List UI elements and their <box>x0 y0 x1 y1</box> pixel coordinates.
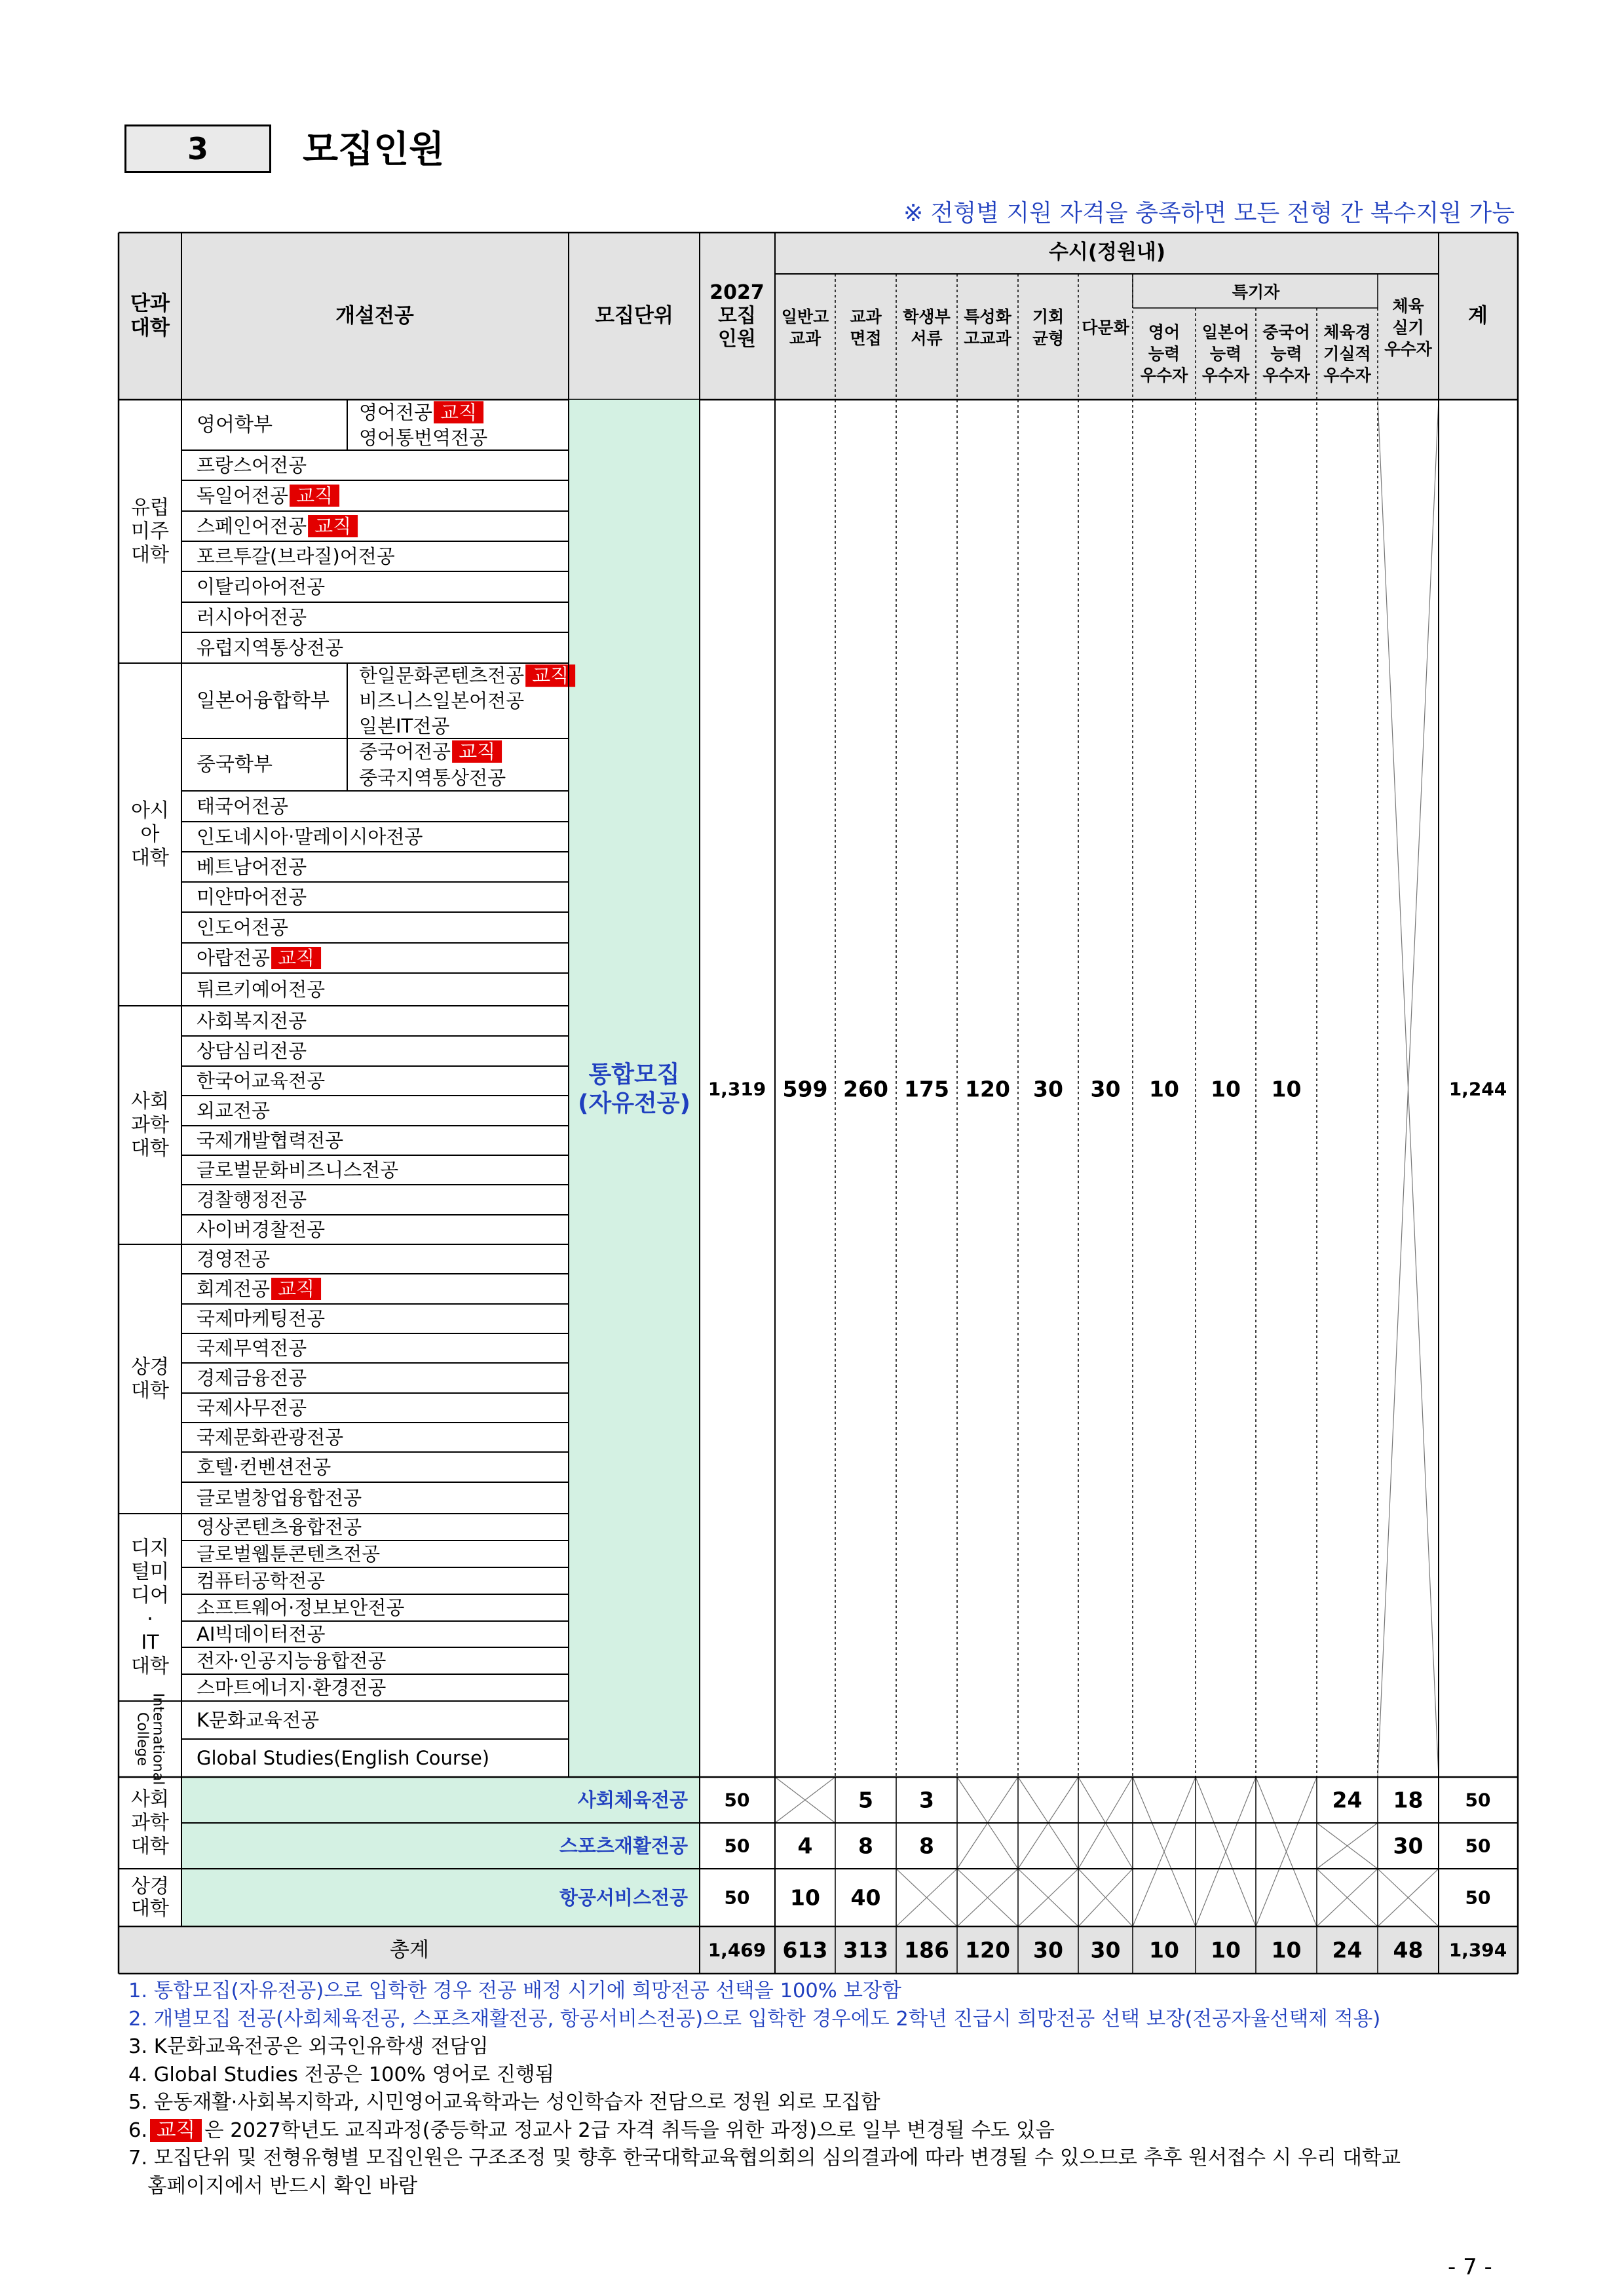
cell-text-line: 학생부 <box>903 307 951 326</box>
cell-text-line: 개설전공 <box>335 304 414 328</box>
college-name-individual <box>131 1875 169 1921</box>
cell-text-line: 인원 <box>718 327 756 351</box>
cell-text-line: 호텔·컨벤션전공 <box>197 1456 331 1478</box>
grand-total-value <box>1393 1938 1424 1963</box>
cell-text-line: 50 <box>1465 1835 1491 1857</box>
cell-text-line: 통합모집 <box>588 1061 680 1088</box>
major-name <box>197 1597 404 1619</box>
footnotes <box>128 1978 1537 2200</box>
major-name <box>197 515 307 537</box>
cell-text-line: 아 <box>140 823 160 846</box>
cell-text-line: 10 <box>1149 1076 1179 1102</box>
cell-text-line: 총계 <box>390 1938 429 1962</box>
cell-text-line: 1,469 <box>708 1939 766 1961</box>
major-name <box>197 1543 380 1565</box>
cell-text-line: 스페인어전공 <box>197 515 307 537</box>
cell-text-line: 포르투갈(브라질)어전공 <box>197 545 395 567</box>
cell-text-line: 면접 <box>850 329 882 348</box>
cell-text-line: 1,394 <box>1448 1939 1507 1961</box>
major-name <box>359 767 506 789</box>
cell-text-line: 우수자 <box>1323 366 1371 385</box>
major-name <box>197 1278 270 1300</box>
cell-text-line: 외교전공 <box>197 1100 271 1122</box>
cell-text-line: 10 <box>790 1885 820 1911</box>
major-name <box>197 1010 307 1032</box>
individual-total <box>1465 1789 1491 1811</box>
cell-text-line: 교직 <box>278 1278 315 1300</box>
cell-text-line: 경찰행정전공 <box>197 1189 307 1211</box>
cell-text-line: 교과 <box>850 307 882 326</box>
major-name <box>197 545 395 567</box>
college-name-individual <box>131 1788 169 1858</box>
footnote: 2. 개별모집 전공(사회체육전공, 스포츠재활전공, 항공서비스전공)으로 입학한 경우에도 2학년 진급시 희망전공 선택 보장(전공자율선택제 적용) <box>128 2007 1381 2031</box>
cell-text-line: 우수자 <box>1201 366 1250 385</box>
individual-unit <box>577 1789 688 1811</box>
cell-text-line: 항공서비스전공 <box>559 1886 688 1909</box>
cell-text-line: 국제개발협력전공 <box>197 1129 344 1152</box>
major-name <box>197 454 307 476</box>
footnote: 5. 운동재활·사회복지학과, 시민영어교육학과는 성인학습자 전담으로 정원 외로 모집함 <box>128 2091 880 2114</box>
integrated-value <box>783 1077 828 1102</box>
cell-text-line: 특성화 <box>964 307 1011 326</box>
cell-text-line: 영어통번역전공 <box>359 426 488 449</box>
integrated-value <box>1272 1077 1302 1102</box>
header-subcol <box>1082 318 1129 337</box>
cell-text-line: 24 <box>1332 1787 1363 1813</box>
major-name <box>197 1709 319 1731</box>
major-name <box>197 1308 325 1330</box>
individual-value <box>790 1885 820 1911</box>
cell-text-line: College <box>134 1712 151 1767</box>
individual-value <box>1393 1788 1424 1813</box>
cell-text-line: 30 <box>1033 1076 1063 1102</box>
major-name <box>197 1623 325 1645</box>
cell-text-line: Global Studies(English Course) <box>197 1747 490 1769</box>
footnote: 7. 모집단위 및 전형유형별 모집인원은 구조조정 및 향후 한국대학교육협의회의 심의결과에 따라 변경될 수 있으므로 추후 원서접수 시 우리 대학교 <box>128 2147 1401 2170</box>
cell-text-line: 260 <box>843 1076 888 1102</box>
college-name <box>131 1537 169 1678</box>
cell-text-line: 사이버경찰전공 <box>197 1218 326 1241</box>
individual-value <box>1332 1788 1363 1813</box>
footnote: 4. Global Studies 전공은 100% 영어로 진행됨 <box>128 2063 555 2086</box>
cell-text-line: 과학 <box>131 1811 169 1835</box>
major-name <box>359 740 451 763</box>
cell-text-line: 10 <box>1211 1937 1241 1963</box>
grand-total-value <box>1211 1938 1241 1963</box>
cell-text-line: 능력 <box>1148 344 1180 364</box>
cell-text-line: 교직 <box>532 664 569 687</box>
teaching-badge-text <box>459 740 495 763</box>
teaching-badge-text <box>296 485 333 507</box>
grand-total-value <box>904 1938 949 1963</box>
cell-text-line: 영어전공 <box>359 401 433 424</box>
individual-total <box>1465 1887 1491 1909</box>
cell-text-line: 체육경 <box>1323 322 1371 342</box>
individual-value <box>858 1788 873 1813</box>
cell-text-line: 대학 <box>131 1897 169 1921</box>
major-name <box>197 1516 362 1539</box>
cell-text-line: 이탈리아어전공 <box>197 575 326 598</box>
cell-text-line: 국제무역전공 <box>197 1337 307 1360</box>
integrated-value <box>965 1077 1010 1102</box>
cell-text-line: K문화교육전공 <box>197 1709 320 1731</box>
teaching-badge-text <box>532 664 569 687</box>
major-name <box>197 947 270 969</box>
cell-text-line: 스포츠재활전공 <box>559 1835 688 1857</box>
college-name <box>131 1090 169 1160</box>
major-name <box>197 1248 270 1271</box>
grand-total-value <box>1033 1938 1063 1963</box>
cell-text-line: 10 <box>1271 1937 1302 1963</box>
cell-text-line: 유럽 <box>131 496 169 520</box>
cell-text-line: 사회 <box>131 1788 169 1811</box>
cell-text-line: 교직 <box>440 401 478 424</box>
major-name <box>197 1397 307 1419</box>
major-name <box>197 1367 307 1389</box>
grand-total-total <box>1449 1940 1507 1961</box>
cell-text-line: 기실적 <box>1323 344 1371 364</box>
cell-text-line: 글로벌문화비즈니스전공 <box>197 1158 399 1181</box>
cell-text-line: 5 <box>858 1787 873 1813</box>
section-title: 모집인원 <box>303 128 445 171</box>
major-name <box>197 1677 386 1699</box>
cell-text-line: 186 <box>904 1937 949 1963</box>
cell-text-line: 50 <box>724 1789 750 1811</box>
college-name-international <box>134 1693 166 1785</box>
cell-text-line: 중국지역통상전공 <box>359 767 506 789</box>
major-name <box>359 664 524 687</box>
integrated-value <box>1211 1077 1241 1102</box>
cell-text-line: (자유전공) <box>577 1090 691 1117</box>
cell-text-line: 613 <box>782 1937 828 1963</box>
cell-text-line: 교직 <box>459 740 496 763</box>
cell-text-line: 디지 <box>131 1537 169 1560</box>
cell-text-line: 4 <box>797 1833 813 1859</box>
cell-text-line: 24 <box>1332 1937 1363 1963</box>
cell-text-line: · <box>147 1607 153 1631</box>
major-name <box>197 606 307 628</box>
integrated-unit-bg <box>569 400 700 1777</box>
major-name <box>197 1570 325 1592</box>
major-name <box>197 1426 343 1449</box>
section-number: 3 <box>187 131 208 166</box>
cell-text-line: 30 <box>1090 1076 1121 1102</box>
cell-text-line: 상경 <box>131 1356 169 1379</box>
cell-text-line: 중국어전공 <box>359 740 451 763</box>
department-name <box>197 689 330 712</box>
individual-quota <box>725 1835 750 1857</box>
major-name <box>197 576 325 598</box>
grand-total-quota <box>708 1940 766 1961</box>
cell-text-line: 글로벌웹툰콘텐츠전공 <box>197 1542 381 1565</box>
individual-total <box>1465 1835 1491 1857</box>
cell-text-line: 175 <box>904 1076 949 1102</box>
cell-text-line: 30 <box>1090 1937 1121 1963</box>
cell-text-line: 과학 <box>131 1113 169 1137</box>
individual-value <box>919 1833 934 1859</box>
cell-text-line: 베트남어전공 <box>197 856 307 878</box>
cell-text-line: 모집 <box>718 304 756 328</box>
cell-text-line: 교직 <box>278 947 315 969</box>
cell-text-line: 120 <box>965 1076 1010 1102</box>
cell-text-line: 능력 <box>1270 344 1302 364</box>
cell-text-line: 계 <box>1468 304 1488 328</box>
college-name <box>131 1356 169 1402</box>
header-college <box>130 292 170 340</box>
cell-text-line: 대학 <box>131 1835 169 1858</box>
integrated-value <box>843 1077 888 1102</box>
individual-value <box>919 1788 934 1813</box>
cell-text-line: 컴퓨터공학전공 <box>197 1569 326 1592</box>
cell-text-line: 3 <box>919 1787 934 1813</box>
cell-text-line: 국제사무전공 <box>197 1396 307 1419</box>
individual-unit <box>559 1835 688 1857</box>
major-name <box>359 715 449 737</box>
cell-text-line: 미얀마어전공 <box>197 886 307 908</box>
cell-text-line: 중국어 <box>1262 322 1310 342</box>
major-name <box>197 1487 362 1509</box>
grand-total-value <box>783 1938 828 1963</box>
cell-text-line: 한국어교육전공 <box>197 1069 326 1092</box>
cell-text-line: 8 <box>858 1833 873 1859</box>
cell-text-line: 18 <box>1393 1787 1424 1813</box>
major-name <box>197 795 288 818</box>
cell-text-line: 아시 <box>131 799 169 822</box>
individual-unit <box>559 1886 688 1909</box>
cell-text-line: 실기 <box>1392 318 1424 337</box>
cell-text-line: 한일문화콘텐츠전공 <box>359 664 525 687</box>
cell-text-line: 전자·인공지능융합전공 <box>197 1649 387 1672</box>
integrated-value <box>1033 1077 1063 1102</box>
integrated-total <box>1449 1079 1507 1100</box>
teaching-badge-text <box>314 515 351 537</box>
cell-text-line: 50 <box>724 1835 750 1857</box>
cell-text-line: 특기자 <box>1232 282 1280 302</box>
cell-text-line: 교직 <box>296 484 333 507</box>
cell-text-line: 경영전공 <box>197 1248 271 1271</box>
cell-text-line: 경제금융전공 <box>197 1367 307 1389</box>
grand-total-value <box>1272 1938 1302 1963</box>
cell-text-line: 1,244 <box>1448 1078 1507 1100</box>
cell-text-line: 사회체육전공 <box>577 1789 688 1811</box>
individual-value <box>1393 1833 1424 1859</box>
cell-text-line: 599 <box>782 1076 828 1102</box>
cell-text-line: IT <box>141 1631 159 1655</box>
cell-text-line: 40 <box>850 1885 881 1911</box>
cell-text-line: 8 <box>919 1833 934 1859</box>
cell-text-line: 디어 <box>131 1584 169 1607</box>
grand-total-value <box>1091 1938 1121 1963</box>
page-number: - 7 - <box>1448 2254 1492 2280</box>
cell-text-line: 대학 <box>130 316 170 340</box>
cell-text-line: 10 <box>1149 1937 1179 1963</box>
cell-text-line: 체육 <box>1392 296 1424 316</box>
grand-total-value <box>1149 1938 1179 1963</box>
major-name <box>359 401 432 423</box>
footnote: 3. K문화교육전공은 외국인유학생 전담임 <box>128 2035 489 2058</box>
cell-text-line: 일본어 <box>1201 322 1250 342</box>
major-name <box>197 1159 398 1181</box>
major-name <box>359 690 524 712</box>
cell-text-line: 유럽지역통상전공 <box>197 636 344 659</box>
teaching-badge-text <box>278 947 314 969</box>
teaching-badge-text <box>278 1278 314 1300</box>
cell-text-line: 단과 <box>130 292 170 316</box>
cell-text-line: 모집단위 <box>595 304 673 328</box>
major-name <box>197 1130 343 1152</box>
cell-text-line: 대학 <box>131 543 169 567</box>
cell-text-line: 우수자 <box>1262 366 1310 385</box>
cell-text-line: 사회복지전공 <box>197 1010 307 1032</box>
department-name <box>197 754 273 776</box>
major-name <box>359 427 487 449</box>
cell-text-line: 능력 <box>1209 344 1242 364</box>
college-name <box>131 497 169 567</box>
major-name <box>197 1219 325 1241</box>
cell-text-line: 아랍전공 <box>197 947 271 969</box>
cell-text-line: 인도네시아·말레이시아전공 <box>197 826 423 848</box>
major-name <box>197 1337 307 1360</box>
cell-text-line: 서류 <box>911 329 943 348</box>
major-name <box>197 485 288 507</box>
grand-total-value <box>1332 1938 1363 1963</box>
cell-text-line: 비즈니스일본어전공 <box>359 689 525 712</box>
footnote <box>128 2117 1537 2145</box>
footnote: 1. 통합모집(자유전공)으로 입학한 경우 전공 배정 시기에 희망전공 선택을 100% 보장함 <box>128 1980 901 2002</box>
cell-text-line: International <box>149 1693 166 1786</box>
cell-text-line: 대학 <box>131 1655 169 1678</box>
individual-value <box>851 1885 881 1911</box>
cell-text-line: 스마트에너지·환경전공 <box>197 1676 387 1699</box>
cell-text-line: 태국어전공 <box>197 795 289 818</box>
teaching-badge-text <box>440 401 477 423</box>
major-name <box>197 826 423 848</box>
cell-text-line: 영상콘텐츠융합전공 <box>197 1516 362 1539</box>
individual-value <box>858 1833 873 1859</box>
major-name <box>197 1650 386 1672</box>
department-name <box>197 413 273 436</box>
college-name <box>131 799 169 870</box>
cell-text-line: 상경 <box>131 1875 169 1898</box>
teaching-badge: 교직 <box>150 2119 202 2142</box>
cell-text-line: 소프트웨어·정보보안전공 <box>197 1596 405 1619</box>
header-major <box>335 304 414 328</box>
major-name <box>197 637 343 659</box>
cell-text-line: 인도어전공 <box>197 916 289 939</box>
cell-text-line: 튀르키예어전공 <box>197 978 326 1001</box>
cell-text-line: 우수자 <box>1384 339 1432 359</box>
cell-text-line: 프랑스어전공 <box>197 454 307 476</box>
major-name <box>197 917 288 939</box>
cell-text-line: 미주 <box>131 520 169 543</box>
cell-text-line: 회계전공 <box>197 1278 271 1300</box>
major-name <box>197 1456 331 1478</box>
multiple-application-note: ※ 전형별 지원 자격을 충족하면 모든 전형 간 복수지원 가능 <box>903 200 1515 227</box>
cell-text-line: 글로벌창업융합전공 <box>197 1487 362 1509</box>
major-name <box>197 978 325 1001</box>
cell-text-line: 영어 <box>1148 322 1180 342</box>
cell-text-line: 사회 <box>131 1090 169 1113</box>
cell-text-line: 대학 <box>131 1137 169 1160</box>
header-total <box>1468 304 1488 328</box>
cell-text-line: 고교과 <box>964 329 1011 348</box>
cell-text-line: 우수자 <box>1140 366 1188 385</box>
major-name <box>197 1070 325 1092</box>
cell-text-line: 독일어전공 <box>197 484 289 507</box>
cell-text-line: 10 <box>1211 1076 1241 1102</box>
header-unit <box>595 304 673 328</box>
footnote: 홈페이지에서 반드시 확인 바람 <box>128 2174 418 2198</box>
cell-text-line: 313 <box>843 1937 888 1963</box>
cell-text-line: 국제문화관광전공 <box>197 1426 344 1449</box>
cell-text-line: 일반고 <box>781 307 829 326</box>
grand-total-label <box>390 1938 429 1962</box>
header-special <box>1232 283 1280 302</box>
major-name <box>197 886 307 908</box>
cell-text-line: 50 <box>1465 1886 1491 1909</box>
cell-text-line: AI빅데이터전공 <box>197 1623 326 1645</box>
footnote-prefix: 6. <box>128 2118 148 2142</box>
cell-text-line: 50 <box>1465 1789 1491 1811</box>
grand-total-value <box>965 1938 1010 1963</box>
cell-text-line: 대학 <box>131 1379 169 1402</box>
cell-text-line: 120 <box>965 1937 1010 1963</box>
cell-text-line: 균형 <box>1032 329 1065 348</box>
cell-text-line: 30 <box>1033 1937 1063 1963</box>
cell-text-line: 다문화 <box>1082 318 1129 337</box>
cell-text-line: 1,319 <box>708 1078 766 1100</box>
integrated-quota <box>708 1079 766 1100</box>
major-name <box>197 1100 270 1122</box>
cell-text-line: 수시(정원내) <box>1048 240 1166 264</box>
cell-text-line: 상담심리전공 <box>197 1040 307 1062</box>
cell-text-line: 48 <box>1393 1937 1424 1963</box>
integrated-value <box>1091 1077 1121 1102</box>
grand-total-value <box>843 1938 888 1963</box>
cell-text-line: 10 <box>1271 1076 1302 1102</box>
cell-text-line: 기회 <box>1032 307 1065 326</box>
major-name <box>197 1040 307 1062</box>
individual-value <box>798 1833 813 1859</box>
cell-text-line: 일본어융합학부 <box>197 689 330 712</box>
cell-text-line: 2027 <box>709 281 765 305</box>
cell-text-line: 중국학부 <box>197 753 273 776</box>
major-name <box>197 856 307 878</box>
individual-quota <box>725 1887 750 1909</box>
integrated-value <box>1149 1077 1179 1102</box>
cell-text-line: 대학 <box>131 847 169 870</box>
cell-text-line: 교직 <box>314 515 352 537</box>
footnote-text: 은 2027학년도 교직과정(중등학교 정교사 2급 자격 취득을 위한 과정)으로 일부 변경될 수도 있음 <box>204 2118 1055 2142</box>
cell-text-line: 러시아어전공 <box>197 606 307 628</box>
cell-text-line: 교과 <box>789 329 821 348</box>
cell-text-line: 국제마케팅전공 <box>197 1307 326 1330</box>
cell-text-line: 30 <box>1393 1833 1424 1859</box>
major-name <box>197 1189 307 1211</box>
integrated-value <box>904 1077 949 1102</box>
cell-text-line: 50 <box>724 1886 750 1909</box>
cell-text-line: 털미 <box>131 1560 169 1584</box>
cell-text-line: 영어학부 <box>197 413 273 436</box>
header-subcol <box>1323 323 1371 385</box>
header-susi <box>1049 240 1165 264</box>
individual-quota <box>725 1789 750 1811</box>
major-name <box>197 1747 489 1769</box>
cell-text-line: 일본IT전공 <box>359 714 450 737</box>
